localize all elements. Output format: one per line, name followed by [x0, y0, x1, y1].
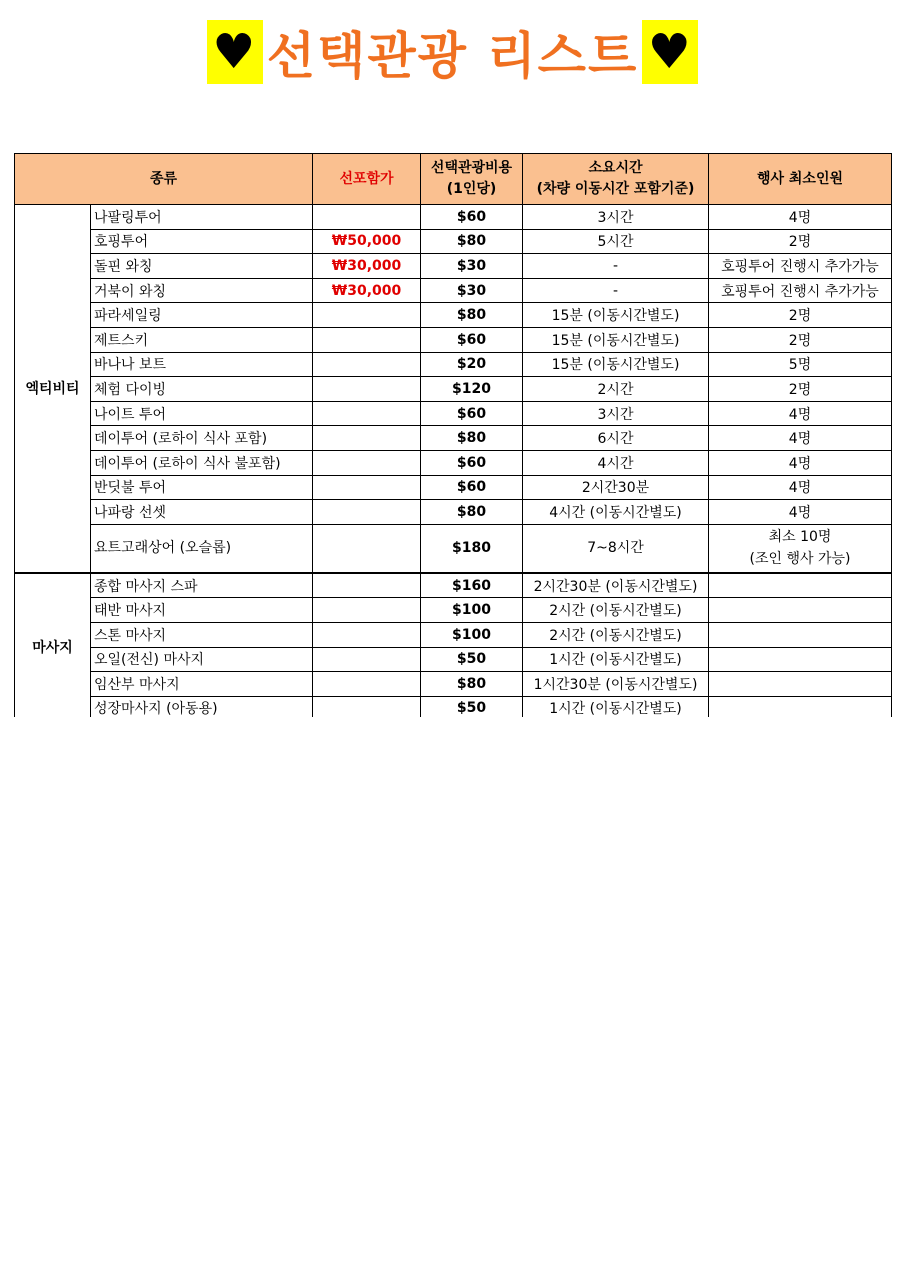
tour-name-cell: 나팔링투어 [91, 205, 313, 230]
duration-cell: 5시간 [523, 229, 709, 254]
table-row [15, 647, 892, 672]
table-row [15, 229, 892, 254]
min-people-cell: 4명 [709, 500, 892, 525]
tour-name-cell: 오일(전신) 마사지 [91, 647, 313, 672]
advance-price-cell: ₩50,000 [313, 229, 421, 254]
group-label: 엑티비티 [15, 205, 91, 573]
cost-cell: $100 [421, 622, 523, 647]
cost-cell: $100 [421, 598, 523, 623]
min-people-cell: 2명 [709, 303, 892, 328]
duration-cell: 2시간30분 (이동시간별도) [523, 573, 709, 598]
heart-icon-right: ♥ [642, 20, 698, 84]
table-row [15, 327, 892, 352]
duration-cell: 15분 (이동시간별도) [523, 327, 709, 352]
tour-name-cell: 돌핀 와칭 [91, 254, 313, 279]
min-people-cell [709, 647, 892, 672]
table-row [15, 622, 892, 647]
cost-cell: $160 [421, 573, 523, 598]
duration-cell: 6시간 [523, 426, 709, 451]
header-type: 종류 [15, 154, 313, 205]
table-row [15, 500, 892, 525]
table-row [15, 377, 892, 402]
duration-cell: 3시간 [523, 401, 709, 426]
cost-cell: $50 [421, 696, 523, 721]
header-duration [523, 154, 709, 205]
min-people-cell: 호핑투어 진행시 추가가능 [709, 254, 892, 279]
min-people-cell: 4명 [709, 426, 892, 451]
duration-cell: 4시간 (이동시간별도) [523, 500, 709, 525]
duration-cell: 4시간 [523, 450, 709, 475]
tour-name-cell: 바나나 보트 [91, 352, 313, 377]
advance-price-cell [313, 205, 421, 230]
table-row [15, 401, 892, 426]
duration-cell: 3시간 [523, 205, 709, 230]
min-people-cell [709, 672, 892, 697]
table-row [15, 205, 892, 230]
cost-cell: $60 [421, 327, 523, 352]
advance-price-cell: ₩30,000 [313, 254, 421, 279]
advance-price-cell [313, 622, 421, 647]
min-people-cell: 4명 [709, 450, 892, 475]
min-people-cell [709, 598, 892, 623]
advance-price-cell [313, 450, 421, 475]
advance-price-cell [313, 426, 421, 451]
tour-name-cell: 파라세일링 [91, 303, 313, 328]
cost-cell: $60 [421, 401, 523, 426]
blank-page-area [0, 717, 905, 1280]
cost-cell: $60 [421, 450, 523, 475]
header-cost-line2: (1인당) [446, 181, 497, 197]
advance-price-cell [313, 377, 421, 402]
title-area [0, 20, 905, 84]
header-duration-line1: 소요시간 [588, 160, 643, 176]
min-people-cell: 2명 [709, 327, 892, 352]
table-row [15, 303, 892, 328]
table-row [15, 426, 892, 451]
cost-cell: $60 [421, 475, 523, 500]
duration-cell: - [523, 254, 709, 279]
advance-price-cell [313, 647, 421, 672]
tour-name-cell: 나이트 투어 [91, 401, 313, 426]
tour-name-cell: 스톤 마사지 [91, 622, 313, 647]
advance-price-cell: ₩30,000 [313, 278, 421, 303]
table-row [15, 672, 892, 697]
cost-cell: $120 [421, 377, 523, 402]
duration-cell: 1시간 (이동시간별도) [523, 647, 709, 672]
page-title-text: 선택관광 리스트 [266, 27, 639, 85]
duration-cell: 2시간30분 [523, 475, 709, 500]
tour-name-cell: 임산부 마사지 [91, 672, 313, 697]
header-cost [421, 154, 523, 205]
tour-name-cell: 제트스키 [91, 327, 313, 352]
duration-cell: 15분 (이동시간별도) [523, 352, 709, 377]
table-row [15, 278, 892, 303]
table-row [15, 598, 892, 623]
advance-price-cell [313, 672, 421, 697]
table-header-row [15, 154, 892, 205]
cost-cell: $50 [421, 647, 523, 672]
cost-cell: $80 [421, 303, 523, 328]
cost-cell: $80 [421, 426, 523, 451]
cost-cell: $60 [421, 205, 523, 230]
cost-cell: $30 [421, 278, 523, 303]
cost-cell: $80 [421, 672, 523, 697]
header-advance-price: 선포함가 [313, 154, 421, 205]
min-people-cell: 4명 [709, 401, 892, 426]
advance-price-cell [313, 352, 421, 377]
advance-price-cell [313, 475, 421, 500]
duration-cell: 2시간 [523, 377, 709, 402]
page-title [207, 20, 699, 84]
header-min-people: 행사 최소인원 [709, 154, 892, 205]
tour-name-cell: 나파랑 선셋 [91, 500, 313, 525]
duration-cell: 1시간30분 (이동시간별도) [523, 672, 709, 697]
group-label: 마사지 [15, 573, 91, 721]
duration-cell: 2시간 (이동시간별도) [523, 622, 709, 647]
header-cost-line1: 선택관광비용 [430, 160, 513, 176]
cost-cell: $30 [421, 254, 523, 279]
advance-price-cell [313, 401, 421, 426]
tour-name-cell: 성장마사지 (아동용) [91, 696, 313, 721]
tour-name-cell: 체험 다이빙 [91, 377, 313, 402]
duration-cell: - [523, 278, 709, 303]
heart-icon-left: ♥ [207, 20, 263, 84]
table-row [15, 573, 892, 598]
advance-price-cell [313, 327, 421, 352]
advance-price-cell [313, 524, 421, 573]
min-people-cell [709, 524, 892, 573]
table-row [15, 254, 892, 279]
min-people-cell: 4명 [709, 475, 892, 500]
duration-cell: 1시간 (이동시간별도) [523, 696, 709, 721]
cost-cell: $80 [421, 500, 523, 525]
min-people-line2: (조인 행사 가능) [749, 551, 851, 568]
duration-cell: 7~8시간 [523, 524, 709, 573]
tour-name-cell: 거북이 와칭 [91, 278, 313, 303]
min-people-cell: 2명 [709, 377, 892, 402]
tour-name-cell: 호핑투어 [91, 229, 313, 254]
cost-cell: $80 [421, 229, 523, 254]
header-duration-line2: (차량 이동시간 포함기준) [536, 181, 695, 197]
tour-name-cell: 데이투어 (로하이 식사 포함) [91, 426, 313, 451]
tour-name-cell: 종합 마사지 스파 [91, 573, 313, 598]
min-people-line1: 최소 10명 [768, 529, 832, 546]
advance-price-cell [313, 598, 421, 623]
tour-name-cell: 반딧불 투어 [91, 475, 313, 500]
advance-price-cell [313, 573, 421, 598]
min-people-cell: 2명 [709, 229, 892, 254]
table-row [15, 352, 892, 377]
advance-price-cell [313, 500, 421, 525]
table-row [15, 524, 892, 573]
table-row [15, 450, 892, 475]
min-people-cell [709, 573, 892, 598]
min-people-cell: 호핑투어 진행시 추가가능 [709, 278, 892, 303]
duration-cell: 15분 (이동시간별도) [523, 303, 709, 328]
tour-name-cell: 요트고래상어 (오슬롭) [91, 524, 313, 573]
tour-name-cell: 태반 마사지 [91, 598, 313, 623]
advance-price-cell [313, 303, 421, 328]
cost-cell: $180 [421, 524, 523, 573]
min-people-cell: 5명 [709, 352, 892, 377]
min-people-cell: 4명 [709, 205, 892, 230]
table-row [15, 475, 892, 500]
min-people-cell [709, 622, 892, 647]
tour-name-cell: 데이투어 (로하이 식사 불포함) [91, 450, 313, 475]
duration-cell: 2시간 (이동시간별도) [523, 598, 709, 623]
cost-cell: $20 [421, 352, 523, 377]
tour-price-table [14, 153, 892, 721]
